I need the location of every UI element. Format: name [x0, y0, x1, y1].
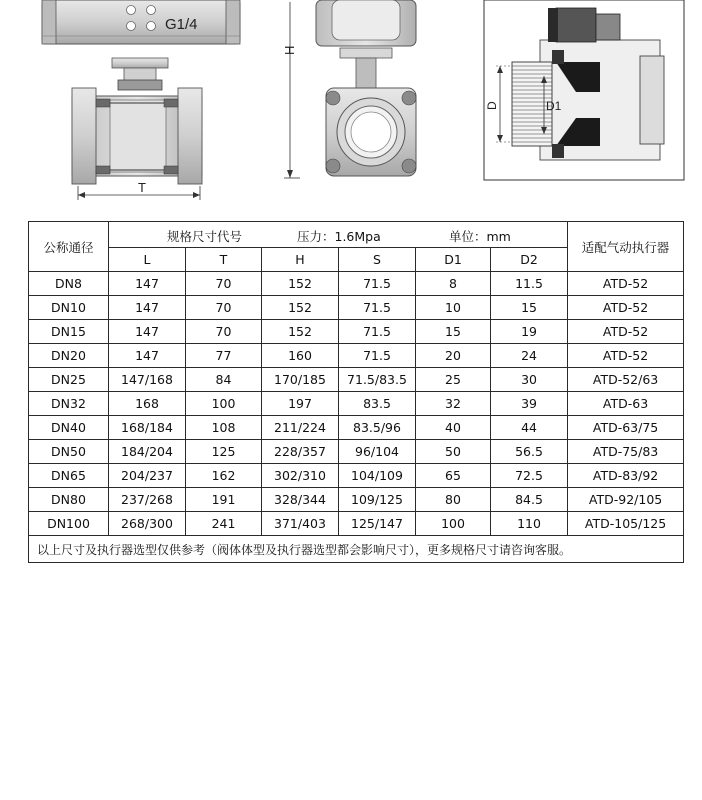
table-note: 以上尺寸及执行器选型仅供参考（阀体体型及执行器选型都会影响尺寸），更多规格尺寸请咨询客服。 [29, 536, 684, 563]
cell-t: 70 [186, 272, 262, 296]
cell-d1: 40 [416, 416, 491, 440]
cell-act: ATD-83/92 [568, 464, 684, 488]
cell-l: 268/300 [109, 512, 186, 536]
cell-dn: DN15 [29, 320, 109, 344]
subheader-s: S [339, 248, 416, 272]
cell-h: 228/357 [262, 440, 339, 464]
cell-h: 152 [262, 320, 339, 344]
cell-dn: DN40 [29, 416, 109, 440]
header-nominal-size: 公称通径 [29, 222, 109, 272]
cell-h: 152 [262, 272, 339, 296]
table-row [29, 440, 684, 464]
table-body [29, 272, 684, 536]
table-row [29, 416, 684, 440]
subheader-d1: D1 [416, 248, 491, 272]
cell-s: 71.5 [339, 344, 416, 368]
table-row [29, 512, 684, 536]
cell-dn: DN8 [29, 272, 109, 296]
valve-technical-drawings [0, 0, 702, 215]
table-row [29, 344, 684, 368]
cell-s: 83.5/96 [339, 416, 416, 440]
cell-s: 96/104 [339, 440, 416, 464]
cell-dn: DN10 [29, 296, 109, 320]
cell-h: 211/224 [262, 416, 339, 440]
subheader-l: L [109, 248, 186, 272]
table-row [29, 488, 684, 512]
spec-table [28, 221, 684, 563]
cell-d2: 24 [491, 344, 568, 368]
cell-d2: 56.5 [491, 440, 568, 464]
cell-d2: 15 [491, 296, 568, 320]
cell-s: 71.5/83.5 [339, 368, 416, 392]
cell-s: 109/125 [339, 488, 416, 512]
dimension-h-label: H [282, 45, 297, 55]
cell-act: ATD-105/125 [568, 512, 684, 536]
cell-s: 83.5 [339, 392, 416, 416]
header-spec-label: 规格尺寸代号 [167, 229, 243, 244]
cell-act: ATD-52 [568, 272, 684, 296]
cell-d2: 110 [491, 512, 568, 536]
side-view-drawing [282, 0, 416, 178]
cell-h: 170/185 [262, 368, 339, 392]
cell-h: 160 [262, 344, 339, 368]
cell-act: ATD-92/105 [568, 488, 684, 512]
cell-d1: 8 [416, 272, 491, 296]
cell-d1: 80 [416, 488, 491, 512]
cell-d1: 20 [416, 344, 491, 368]
table-row [29, 368, 684, 392]
table-note-row [29, 536, 684, 563]
cell-l: 147 [109, 272, 186, 296]
cell-h: 302/310 [262, 464, 339, 488]
cell-h: 328/344 [262, 488, 339, 512]
cell-act: ATD-52 [568, 344, 684, 368]
cell-dn: DN20 [29, 344, 109, 368]
cell-act: ATD-63/75 [568, 416, 684, 440]
cell-d2: 72.5 [491, 464, 568, 488]
header-pressure-label: 压力：1.6Mpa [297, 229, 381, 244]
subheader-h: H [262, 248, 339, 272]
dimension-d1-label: D1 [546, 99, 562, 113]
cell-t: 191 [186, 488, 262, 512]
cell-t: 125 [186, 440, 262, 464]
cell-d1: 15 [416, 320, 491, 344]
cell-t: 70 [186, 320, 262, 344]
cell-dn: DN100 [29, 512, 109, 536]
cell-d1: 50 [416, 440, 491, 464]
cell-t: 162 [186, 464, 262, 488]
section-view-drawing [484, 0, 684, 180]
table-row [29, 392, 684, 416]
cell-dn: DN65 [29, 464, 109, 488]
cell-t: 84 [186, 368, 262, 392]
cell-d2: 44 [491, 416, 568, 440]
cell-act: ATD-52 [568, 296, 684, 320]
cell-l: 204/237 [109, 464, 186, 488]
header-unit-label: 单位：mm [449, 229, 511, 244]
cell-t: 77 [186, 344, 262, 368]
port-size-label: G1/4 [165, 16, 198, 33]
subheader-d2: D2 [491, 248, 568, 272]
cell-l: 147 [109, 344, 186, 368]
cell-t: 70 [186, 296, 262, 320]
cell-t: 108 [186, 416, 262, 440]
table-row [29, 296, 684, 320]
subheader-t: T [186, 248, 262, 272]
cell-act: ATD-63 [568, 392, 684, 416]
cell-l: 168 [109, 392, 186, 416]
cell-h: 371/403 [262, 512, 339, 536]
cell-l: 237/268 [109, 488, 186, 512]
table-row [29, 464, 684, 488]
table-header-row [29, 222, 684, 248]
cell-d2: 39 [491, 392, 568, 416]
cell-d2: 84.5 [491, 488, 568, 512]
cell-l: 184/204 [109, 440, 186, 464]
cell-l: 168/184 [109, 416, 186, 440]
cell-s: 71.5 [339, 296, 416, 320]
cell-dn: DN50 [29, 440, 109, 464]
cell-t: 100 [186, 392, 262, 416]
front-view-drawing [42, 0, 240, 200]
cell-d2: 19 [491, 320, 568, 344]
cell-s: 71.5 [339, 320, 416, 344]
header-actuator: 适配气动执行器 [568, 222, 684, 272]
dimension-t-label: T [138, 180, 146, 195]
cell-t: 241 [186, 512, 262, 536]
cell-dn: DN25 [29, 368, 109, 392]
cell-dn: DN32 [29, 392, 109, 416]
table-row [29, 272, 684, 296]
cell-d1: 100 [416, 512, 491, 536]
cell-d1: 10 [416, 296, 491, 320]
dimension-d-label: D [485, 101, 499, 110]
cell-h: 197 [262, 392, 339, 416]
cell-s: 71.5 [339, 272, 416, 296]
cell-l: 147 [109, 296, 186, 320]
cell-s: 104/109 [339, 464, 416, 488]
cell-l: 147 [109, 320, 186, 344]
table-row [29, 320, 684, 344]
cell-l: 147/168 [109, 368, 186, 392]
cell-h: 152 [262, 296, 339, 320]
cell-d2: 30 [491, 368, 568, 392]
cell-d2: 11.5 [491, 272, 568, 296]
cell-dn: DN80 [29, 488, 109, 512]
cell-act: ATD-52 [568, 320, 684, 344]
cell-act: ATD-52/63 [568, 368, 684, 392]
cell-d1: 32 [416, 392, 491, 416]
header-spec-group [109, 222, 568, 248]
cell-s: 125/147 [339, 512, 416, 536]
cell-d1: 65 [416, 464, 491, 488]
cell-d1: 25 [416, 368, 491, 392]
cell-act: ATD-75/83 [568, 440, 684, 464]
